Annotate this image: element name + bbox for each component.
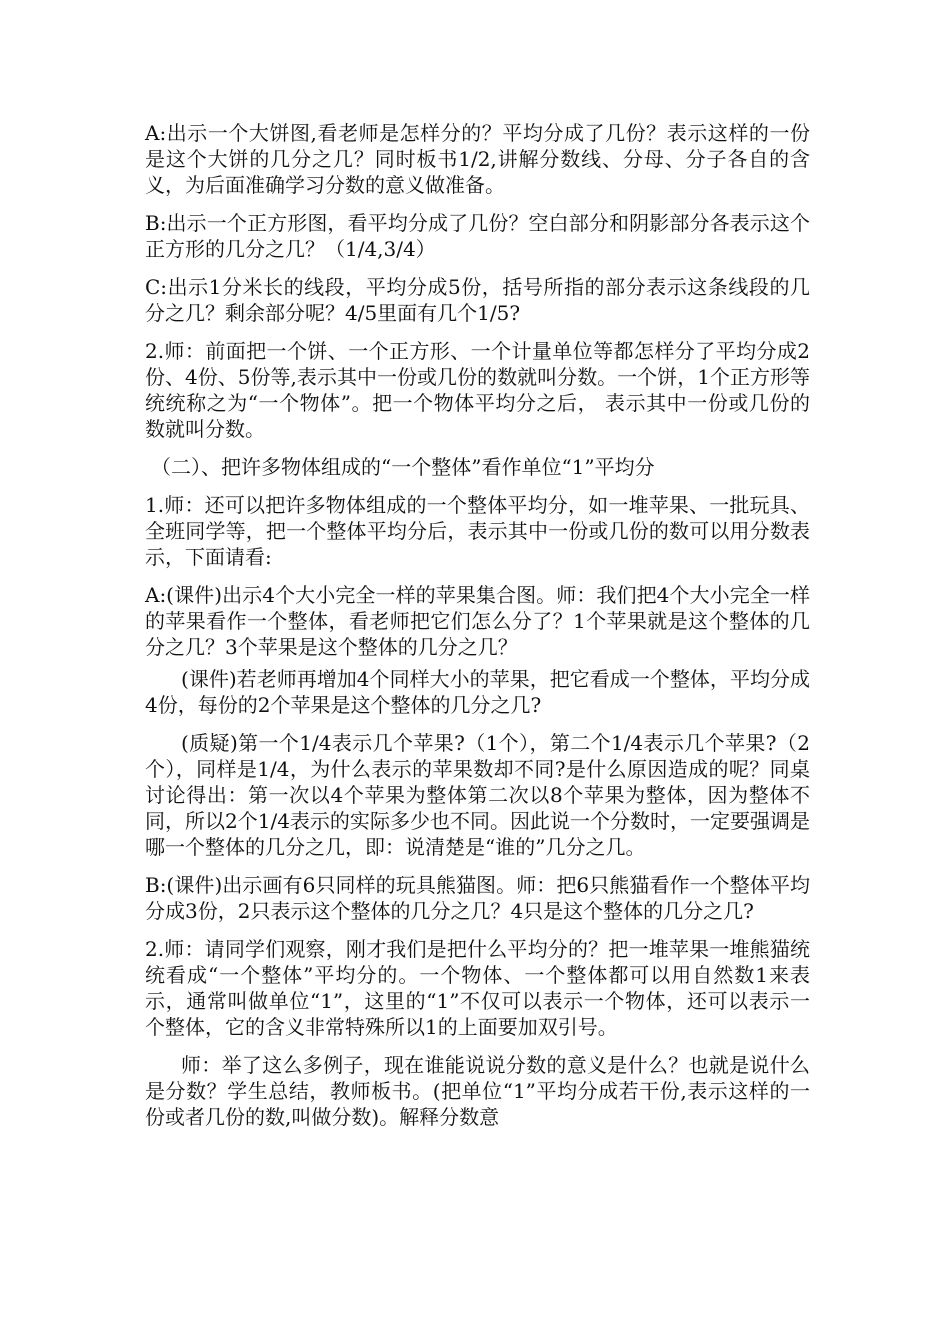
paragraph-c-line-segment: C:出示1分米长的线段，平均分成5份，括号所指的部分表示这条线段的几分之几？剩余部分呢？4/5里面有几个1/5? xyxy=(145,275,810,325)
paragraph-teacher-summary-one-object: 2.师：前面把一个饼、一个正方形、一个计量单位等都怎样分了平均分成2份、4份、5份等,表示其中一份或几份的数就叫分数。一个饼，1个正方形等统统称之为“一个物体”。把一个物体平均分之后， 表示其中一份或几份的数就叫分数。 xyxy=(145,339,810,441)
paragraph-a-cake: A:出示一个大饼图,看老师是怎样分的？平均分成了几份？表示这样的一份是这个大饼的几分之几？同时板书1/2,讲解分数线、分母、分子各自的含义，为后面准确学习分数的意义做准备。 xyxy=(145,121,810,197)
paragraph-b-pandas: B:(课件)出示画有6只同样的玩具熊猫图。师：把6只熊猫看作一个整体平均分成3份，2只表示这个整体的几分之几？4只是这个整体的几分之几? xyxy=(145,873,810,923)
paragraph-fraction-definition: 师：举了这么多例子，现在谁能说说分数的意义是什么？也就是说什么是分数？学生总结，教师板书。(把单位“1”平均分成若干份,表示这样的一份或者几份的数,叫做分数)。解释分数意 xyxy=(145,1053,810,1129)
paragraph-more-apples: (课件)若老师再增加4个同样大小的苹果，把它看成一个整体，平均分成4份，每份的2个苹果是这个整体的几分之几? xyxy=(145,667,810,717)
paragraph-question-discussion: (质疑)第一个1/4表示几个苹果?（1个），第二个1/4表示几个苹果?（2个），同样是1/4，为什么表示的苹果数却不同?是什么原因造成的呢？同桌讨论得出：第一次以4个苹果为整体第二次以8个苹果为整体，因为整体不同，所以2个1/4表示的实际多少也不同。因此说一个分数时，一定要强调是哪一个整体的几分之几，即：说清楚是“谁的”几分之几。 xyxy=(145,731,810,859)
paragraph-b-square: B:出示一个正方形图，看平均分成了几份？空白部分和阴影部分各表示这个正方形的几分之几？（1/4,3/4） xyxy=(145,211,810,261)
section-heading-whole-as-unit: （二）、把许多物体组成的“一个整体”看作单位“1”平均分 xyxy=(151,455,655,479)
paragraph-teacher-whole-intro: 1.师：还可以把许多物体组成的一个整体平均分，如一堆苹果、一批玩具、全班同学等，把一个整体平均分后，表示其中一份或几份的数可以用分数表示，下面请看: xyxy=(145,493,810,569)
paragraph-a-apples: A:(课件)出示4个大小完全一样的苹果集合图。师：我们把4个大小完全一样的苹果看作一个整体，看老师把它们怎么分了？1个苹果就是这个整体的几分之几？3个苹果是这个整体的几分之几？ xyxy=(145,583,810,659)
paragraph-teacher-unit-one: 2.师：请同学们观察，刚才我们是把什么平均分的？把一堆苹果一堆熊猫统统看成“一个整体”平均分的。一个物体、一个整体都可以用自然数1来表示，通常叫做单位“1”，这里的“1”不仅可以表示一个物体，还可以表示一个整体，它的含义非常特殊所以1的上面要加双引号。 xyxy=(145,937,810,1039)
document-page xyxy=(145,120,810,1142)
